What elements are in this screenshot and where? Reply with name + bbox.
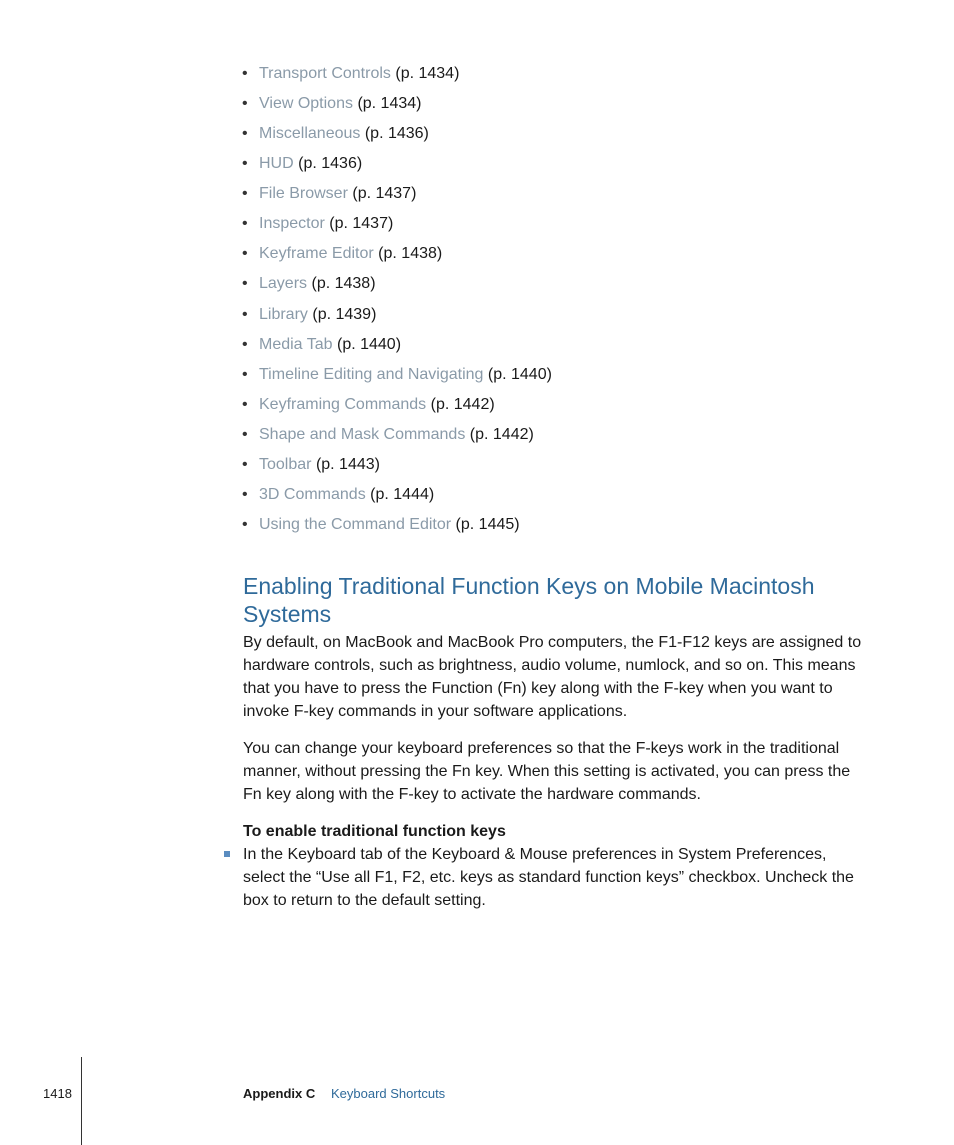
toc-item [242, 120, 552, 150]
toc-item [242, 391, 552, 421]
toc-page-ref: (p. 1434) [395, 65, 460, 82]
toc-page-ref: (p. 1444) [370, 485, 435, 503]
bullet-icon: • [242, 515, 248, 533]
toc-page-ref: (p. 1438) [378, 245, 443, 263]
page-number: 1418 [43, 1086, 72, 1101]
toc-item [242, 331, 552, 361]
toc-page-ref: (p. 1439) [312, 305, 377, 323]
toc-page-ref: (p. 1434) [357, 95, 422, 113]
toc-link[interactable]: Using the Command Editor [259, 515, 452, 533]
toc-item [242, 451, 552, 481]
bullet-icon: • [242, 215, 248, 233]
toc-page-ref: (p. 1440) [487, 365, 552, 383]
toc-page-ref: (p. 1436) [364, 125, 429, 143]
bullet-icon: • [242, 455, 248, 473]
toc-item [242, 511, 552, 541]
toc-page-ref: (p. 1437) [352, 185, 417, 203]
bullet-icon: • [242, 155, 248, 173]
toc-item [242, 180, 552, 210]
toc-item [242, 150, 552, 180]
bullet-icon: • [242, 335, 248, 353]
bullet-icon: • [242, 245, 248, 263]
bullet-icon: • [242, 275, 248, 293]
toc-link[interactable]: Timeline Editing and Navigating [259, 365, 484, 383]
bullet-icon: • [242, 425, 248, 443]
toc-item [242, 481, 552, 511]
toc-page-ref: (p. 1437) [329, 215, 394, 233]
toc-item [242, 210, 552, 240]
toc-page-ref: (p. 1440) [336, 335, 402, 353]
toc-page-ref: (p. 1445) [455, 515, 520, 533]
body-paragraph-1: By default, on MacBook and MacBook Pro computers, the F1-F12 keys are assigned to hardware controls, such as brightness, audio volume, numlock, and so on. This means that you have to press the Function (Fn) key along with the F-key when you want to invoke F-key commands in your software applications. [243, 634, 862, 720]
square-bullet-icon [224, 851, 230, 857]
toc-link[interactable]: Media Tab [259, 335, 333, 353]
toc-page-ref: (p. 1436) [298, 155, 363, 173]
body-paragraph-2: You can change your keyboard preferences so that the F-keys work in the traditional manner, without pressing the Fn key. When this setting is activated, you can press the Fn key along with the F-key to activate the hardware commands. [243, 740, 851, 803]
toc-link[interactable]: File Browser [259, 185, 348, 203]
section-heading: Enabling Traditional Function Keys on Mobile Macintosh Systems [243, 573, 815, 627]
toc-page-ref: (p. 1442) [469, 425, 534, 443]
toc-item [242, 270, 552, 300]
toc-link[interactable]: Layers [259, 275, 308, 293]
toc-link[interactable]: Toolbar [259, 455, 312, 473]
toc-item [242, 90, 552, 120]
toc-page-ref: (p. 1442) [430, 395, 495, 413]
bullet-icon: • [242, 485, 248, 503]
toc-item [242, 240, 552, 270]
toc-item [242, 60, 552, 90]
toc-link[interactable]: Keyframe Editor [259, 245, 374, 263]
toc-link[interactable]: View Options [259, 95, 353, 113]
toc-link[interactable]: 3D Commands [259, 485, 366, 503]
toc-link[interactable]: Miscellaneous [259, 125, 361, 143]
toc-link[interactable]: HUD [259, 155, 294, 173]
toc-page-ref: (p. 1438) [311, 275, 376, 293]
toc-link[interactable]: Inspector [259, 215, 325, 233]
toc-item [242, 421, 552, 451]
bullet-icon: • [242, 65, 248, 82]
toc-item [242, 301, 552, 331]
bullet-icon: • [242, 125, 248, 143]
footer-divider [81, 1057, 82, 1145]
toc-link[interactable]: Transport Controls [259, 65, 391, 82]
toc-link[interactable]: Library [259, 305, 308, 323]
bullet-icon: • [242, 305, 248, 323]
bullet-icon: • [242, 365, 248, 383]
task-title: To enable traditional function keys [243, 823, 506, 840]
bullet-icon: • [242, 95, 248, 113]
toc-page-ref: (p. 1443) [315, 455, 380, 473]
toc-list [242, 60, 552, 541]
task-step-1: In the Keyboard tab of the Keyboard & Mouse preferences in System Preferences, select the “Use all F1, F2, etc. keys as standard function keys” checkbox. Uncheck the box to return to the default setting. [243, 846, 854, 909]
bullet-icon: • [242, 185, 248, 203]
footer-appendix-label: Appendix C [243, 1086, 316, 1101]
toc-link[interactable]: Shape and Mask Commands [259, 425, 466, 443]
bullet-icon: • [242, 395, 248, 413]
toc-item [242, 361, 552, 391]
toc-link[interactable]: Keyframing Commands [259, 395, 427, 413]
footer-section-link[interactable]: Keyboard Shortcuts [331, 1086, 446, 1101]
